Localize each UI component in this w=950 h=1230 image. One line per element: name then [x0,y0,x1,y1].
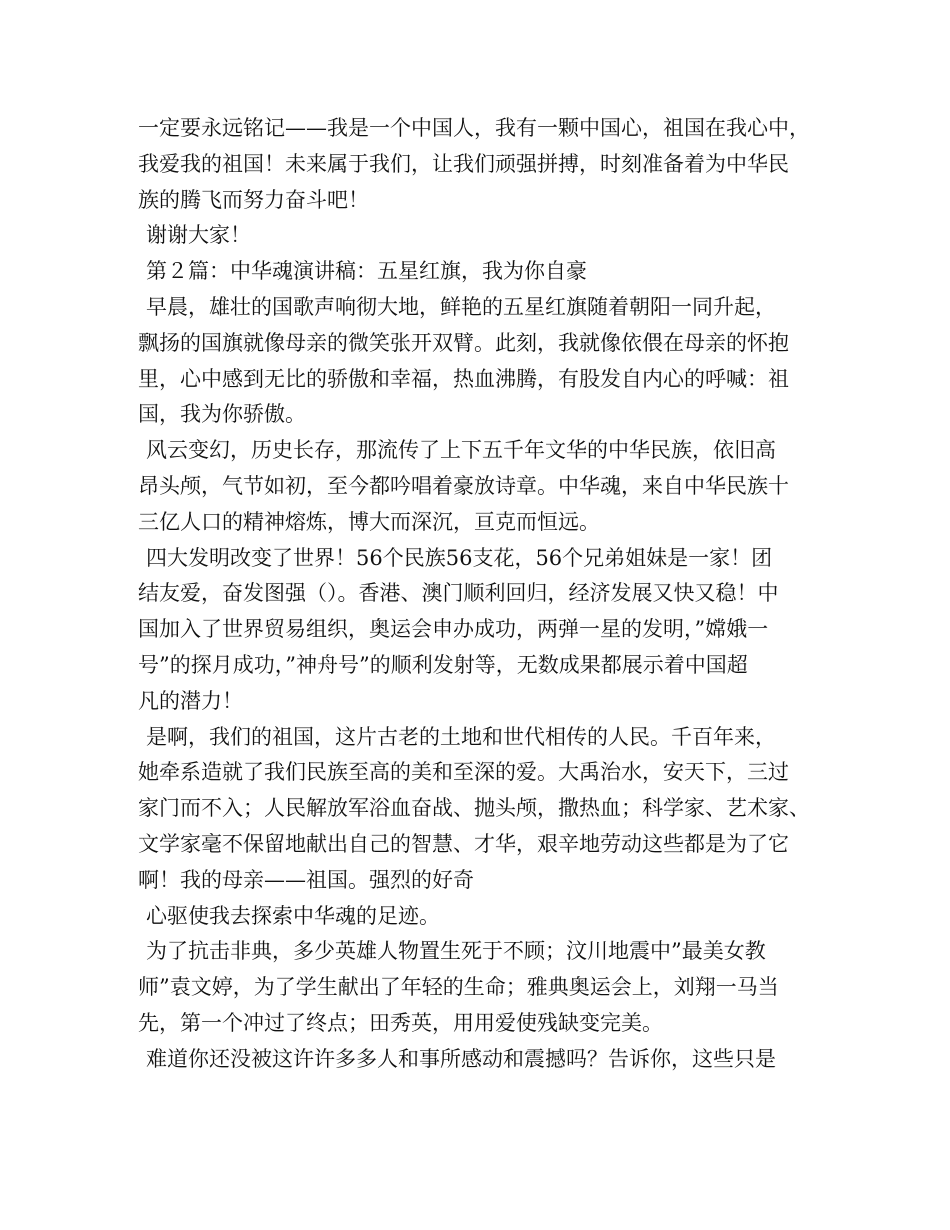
text-line: 结友爱，奋发图强（）。香港、澳门顺利回归，经济发展又快又稳！中 [138,581,779,606]
text-line: 风云变幻，历史长存，那流传了上下五千年文华的中华民族，依旧高 [146,438,776,463]
text-line: 国，我为你骄傲。 [138,402,306,427]
text-line: 为了抗击非典，多少英雄人物置生死于不顾；汶川地震中”最美女教 [146,939,766,964]
text-line: 是啊，我们的祖国，这片古老的土地和世代相传的人民。千百年来， [146,724,776,749]
text-line: 早晨，雄壮的国歌声响彻大地，鲜艳的五星红旗随着朝阳一同升起， [146,294,776,319]
document-body [138,111,828,1078]
text-line: 啊！我的母亲——祖国。强烈的好奇 [138,867,474,892]
text-line: 一定要永远铭记——我是一个中国人，我有一颗中国心，祖国在我心中， [138,116,810,140]
text-line: 三亿人口的精神熔炼，博大而深沉，亘克而恒远。 [138,509,600,534]
text-line: 昂头颅，气节如初，至今都吟唱着豪放诗章。中华魂，来自中华民族十 [138,473,789,498]
text-line: 国加入了世界贸易组织，奥运会申办成功，两弹一星的发明，”嫦娥一 [138,617,769,642]
text-line: 谢谢大家！ [146,223,251,248]
text-line: 凡的潜力！ [138,688,243,713]
section-heading: 第２篇：中华魂演讲稿：五星红旗，我为你自豪 [146,259,587,284]
text-line: 四大发明改变了世界！56个民族56支花，56个兄弟姐妹是一家！团 [146,545,773,570]
text-line: 难道你还没被这许许多多人和事所感动和震撼吗？告诉你，这些只是 [146,1046,776,1071]
text-line: 师”袁文婷，为了学生献出了年轻的生命；雅典奥运会上，刘翔一马当 [138,975,779,1000]
text-line: 文学家毫不保留地献出自己的智慧、才华，艰辛地劳动这些都是为了它 [138,831,789,856]
text-line: 先，第一个冲过了终点；田秀英，用用爱使残缺变完美。 [138,1010,663,1035]
text-line: 族的腾飞而努力奋斗吧！ [138,187,369,212]
text-line: 家门而不入；人民解放军浴血奋战、抛头颅，撒热血；科学家、艺术家、 [138,796,810,821]
text-line: 我爱我的祖国！未来属于我们，让我们顽强拼搏，时刻准备着为中华民 [138,151,789,176]
text-line: 里，心中感到无比的骄傲和幸福，热血沸腾，有股发自内心的呼喊：祖 [138,366,789,391]
text-line: 飘扬的国旗就像母亲的微笑张开双臂。此刻，我就像依偎在母亲的怀抱 [138,330,789,355]
text-line: 心驱使我去探索中华魂的足迹。 [146,903,440,928]
text-line: 号”的探月成功，”神舟号”的顺利发射等，无数成果都展示着中国超 [138,652,748,677]
text-line: 她牵系造就了我们民族至高的美和至深的爱。大禹治水，安天下，三过 [138,760,789,785]
